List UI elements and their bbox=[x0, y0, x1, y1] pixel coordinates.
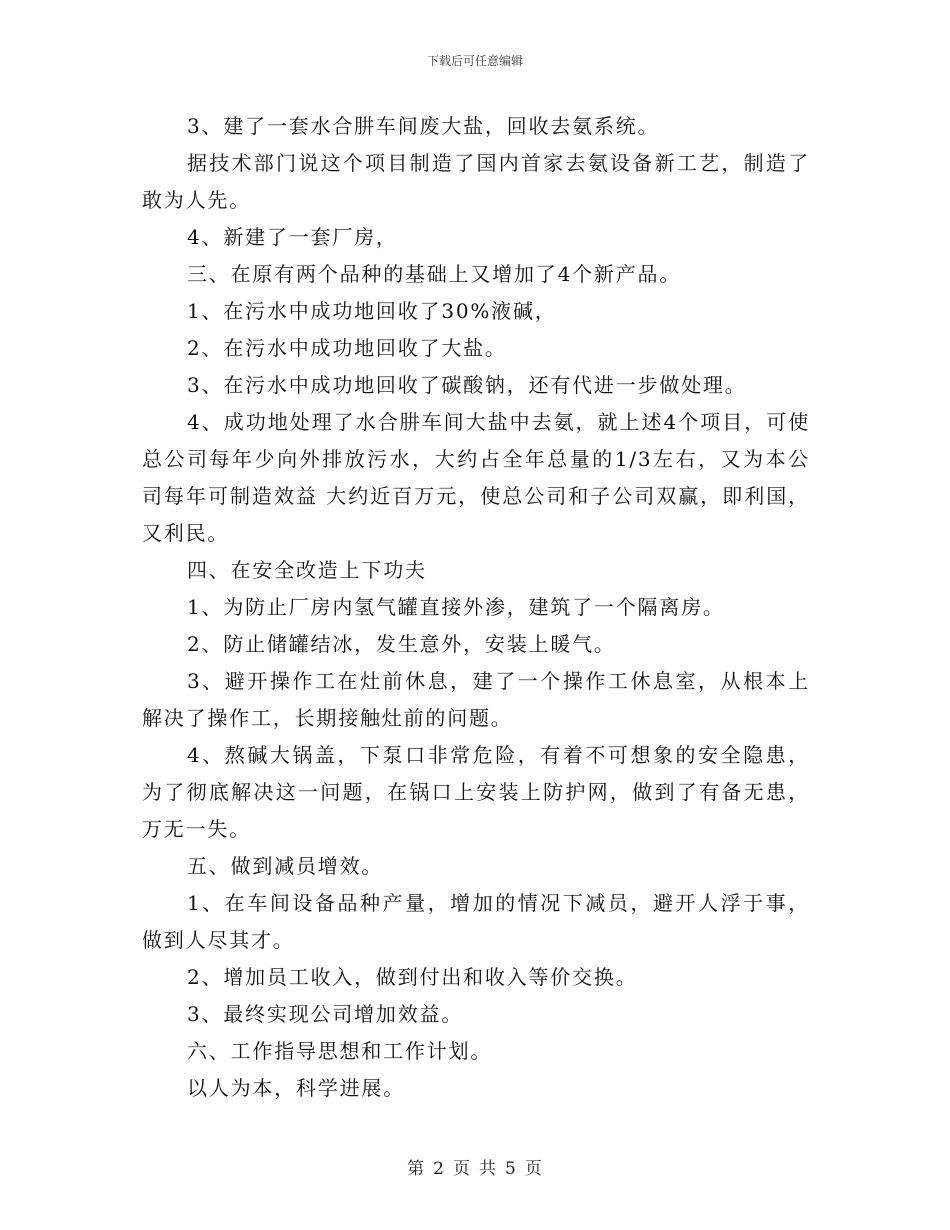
paragraph: 2、防止储罐结冰，发生意外，安装上暖气。 bbox=[187, 632, 616, 656]
paragraph: 2、增加员工收入，做到付出和收入等价交换。 bbox=[187, 965, 638, 989]
current-page-number: 2 bbox=[433, 1159, 445, 1179]
page-footer bbox=[0, 1154, 950, 1179]
footer-page-label: 页 bbox=[453, 1159, 471, 1179]
section-heading: 三、在原有两个品种的基础上又增加了4个新产品。 bbox=[187, 262, 682, 286]
paragraph: 2、在污水中成功地回收了大盐。 bbox=[187, 336, 507, 360]
paragraph: 4、熬碱大锅盖，下泵口非常危险，有着不可想象的安全隐患，为了彻底解决这一问题，在锅口上安装上防护网，做到了有备无患，万无一失。 bbox=[142, 743, 810, 841]
page-header: 下载后可任意编辑 bbox=[426, 54, 523, 68]
section-heading: 四、在安全改造上下功夫 bbox=[187, 558, 427, 582]
total-page-count: 5 bbox=[505, 1159, 517, 1179]
paragraph: 1、为防止厂房内氢气罐直接外渗，建筑了一个隔离房。 bbox=[187, 595, 725, 619]
paragraph: 3、最终实现公司增加效益。 bbox=[187, 1002, 464, 1026]
paragraph: 据技术部门说这个项目制造了国内首家去氨设备新工艺，制造了敢为人先。 bbox=[142, 151, 810, 212]
footer-total-prefix: 共 bbox=[479, 1159, 497, 1179]
footer-prefix: 第 bbox=[407, 1159, 426, 1179]
document-body bbox=[142, 108, 810, 1107]
paragraph: 1、在车间设备品种产量，增加的情况下减员，避开人浮于事，做到人尽其才。 bbox=[142, 891, 810, 952]
section-heading: 五、做到减员增效。 bbox=[187, 854, 384, 878]
footer-total-label: 页 bbox=[524, 1159, 543, 1179]
section-heading: 六、工作指导思想和工作计划。 bbox=[187, 1039, 493, 1063]
paragraph: 4、新建了一套厂房， bbox=[187, 225, 398, 249]
paragraph: 4、成功地处理了水合肼车间大盐中去氨，就上述4个项目，可使总公司每年少向外排放污水，大约占全年总量的1/3左右，又为本公司每年可制造效益 大约近百万元，使总公司和子公司双赢，即利国，又利民。 bbox=[142, 410, 810, 545]
paragraph: 以人为本，科学进展。 bbox=[187, 1076, 405, 1100]
paragraph: 1、在污水中成功地回收了30%液碱， bbox=[187, 299, 557, 323]
paragraph: 3、建了一套水合肼车间废大盐，回收去氨系统。 bbox=[187, 114, 660, 138]
paragraph: 3、避开操作工在灶前休息，建了一个操作工休息室，从根本上解决了操作工，长期接触灶前的问题。 bbox=[142, 669, 810, 730]
paragraph: 3、在污水中成功地回收了碳酸钠，还有代进一步做处理。 bbox=[187, 373, 747, 397]
